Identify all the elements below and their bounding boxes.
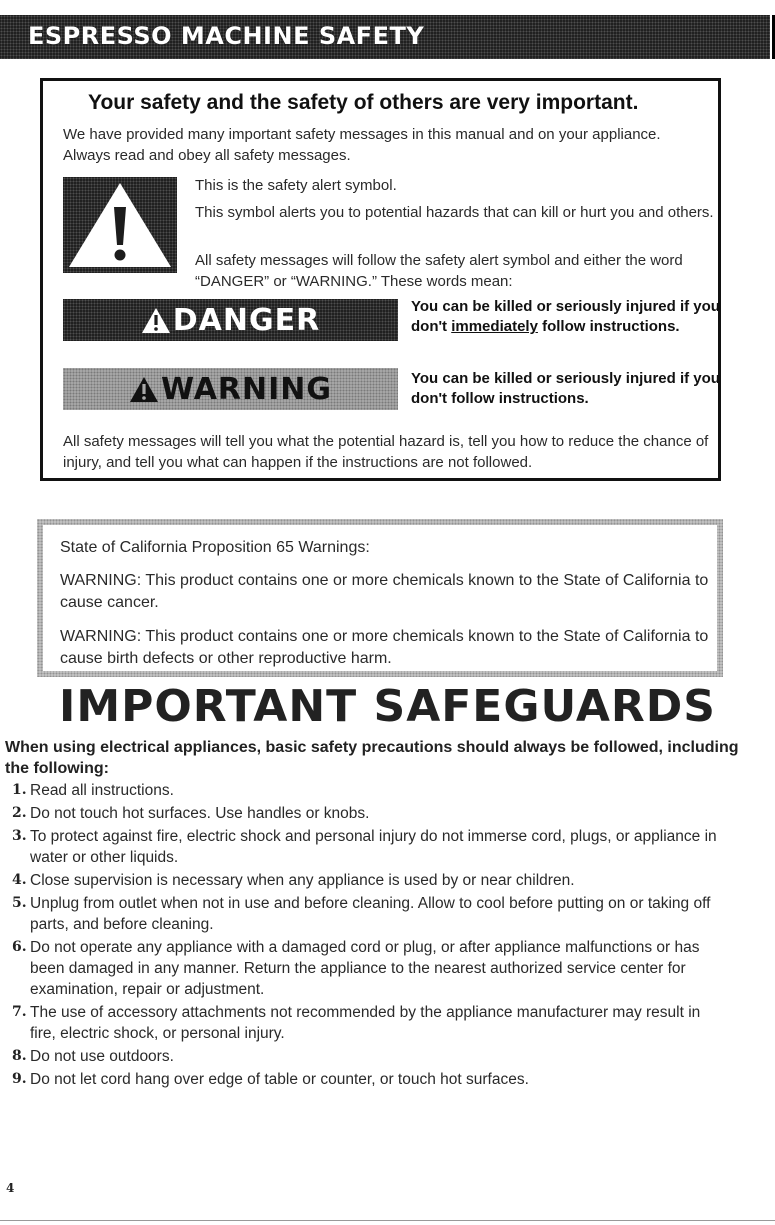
safety-headline: Your safety and the safety of others are very important.: [88, 91, 639, 114]
safety-outro: All safety messages will tell you what the potential hazard is, tell you how to reduce the chance of injury, and tell you what can happen if the instructions are not followed.: [63, 433, 709, 471]
danger-signal-word: [63, 299, 398, 341]
list-item-number: 9.: [12, 1071, 27, 1087]
list-item-text: Do not use outdoors.: [30, 1048, 174, 1065]
alert-symbol-text: This is the safety alert symbol.: [195, 177, 397, 194]
list-item: [0, 803, 725, 824]
warning-alert-icon: [129, 376, 159, 403]
warning-description: You can be killed or seriously injured if you don't follow instructions.: [411, 370, 720, 407]
safeguards-title: IMPORTANT SAFEGUARDS: [58, 681, 716, 732]
safety-alert-symbol: [63, 177, 177, 273]
danger-desc-part2: follow instructions.: [537, 318, 680, 335]
list-item-number: 8.: [12, 1048, 27, 1064]
list-item: [0, 826, 725, 868]
alert-follow-text: All safety messages will follow the safety alert symbol and either the word “DANGER” or “WARNING.” These words mean:: [195, 252, 683, 290]
danger-description: [411, 297, 721, 337]
list-item: [0, 1002, 725, 1044]
list-item-number: 5.: [12, 895, 27, 911]
list-item-text: Unplug from outlet when not in use and before cleaning. Allow to cool before putting on or taking off parts, and before cleaning.: [30, 895, 711, 933]
alert-meaning-text: This symbol alerts you to potential hazards that can kill or hurt you and others.: [195, 204, 714, 221]
safety-message-box: [40, 78, 721, 481]
danger-desc-part1: You can be killed or seriously injured if you don't: [411, 298, 720, 335]
list-item-text: Do not operate any appliance with a damaged cord or plug, or after appliance malfunctions or has been damaged in any manner. Return the appliance to the nearest authorized service center for examination, repair or adjustment.: [30, 939, 700, 998]
prop65-birth-warning: WARNING: This product contains one or more chemicals known to the State of California to cause birth defects or other reproductive harm.: [60, 628, 709, 667]
alert-triangle-icon: [63, 177, 177, 273]
safety-intro: We have provided many important safety messages in this manual and on your appliance. Always read and obey all safety messages.: [63, 126, 661, 164]
prop65-cancer-warning: WARNING: This product contains one or more chemicals known to the State of California to cause cancer.: [60, 572, 709, 611]
section-header-band: [0, 15, 770, 59]
list-item: [0, 893, 725, 935]
danger-desc-emphasis: immediately: [451, 318, 538, 335]
prop65-box: [37, 519, 723, 677]
bottom-divider: [0, 1220, 775, 1221]
prop65-inner: [43, 525, 717, 671]
section-title: ESPRESSO MACHINE SAFETY: [28, 22, 425, 50]
list-item: [0, 1046, 725, 1067]
list-item: [0, 937, 725, 1000]
list-item-text: Close supervision is necessary when any appliance is used by or near children.: [30, 872, 575, 889]
list-item-text: The use of accessory attachments not recommended by the appliance manufacturer may result in fire, electric shock, or personal injury.: [30, 1004, 701, 1042]
page-number: 4: [6, 1181, 15, 1195]
danger-alert-icon: [141, 307, 171, 334]
list-item-text: Do not touch hot surfaces. Use handles or knobs.: [30, 805, 370, 822]
safeguards-intro: When using electrical appliances, basic safety precautions should always be followed, including the following:: [5, 739, 739, 777]
warning-signal-word: [63, 368, 398, 410]
list-item-number: 3.: [12, 828, 27, 844]
list-item: [0, 1069, 725, 1090]
list-item-number: 6.: [12, 939, 27, 955]
list-item-text: Do not let cord hang over edge of table or counter, or touch hot surfaces.: [30, 1071, 529, 1088]
list-item-number: 1.: [12, 782, 27, 798]
list-item-text: Read all instructions.: [30, 782, 174, 799]
list-item-number: 7.: [12, 1004, 27, 1020]
list-item-number: 4.: [12, 872, 27, 888]
warning-label: WARNING: [160, 371, 333, 407]
prop65-title: State of California Proposition 65 Warnings:: [60, 539, 370, 556]
safeguards-list: [0, 780, 775, 1092]
danger-label: DANGER: [172, 302, 321, 338]
list-item-number: 2.: [12, 805, 27, 821]
list-item: [0, 780, 725, 801]
list-item-text: To protect against fire, electric shock and personal injury do not immerse cord, plugs, or appliance in water or other liquids.: [30, 828, 717, 866]
list-item: [0, 870, 725, 891]
